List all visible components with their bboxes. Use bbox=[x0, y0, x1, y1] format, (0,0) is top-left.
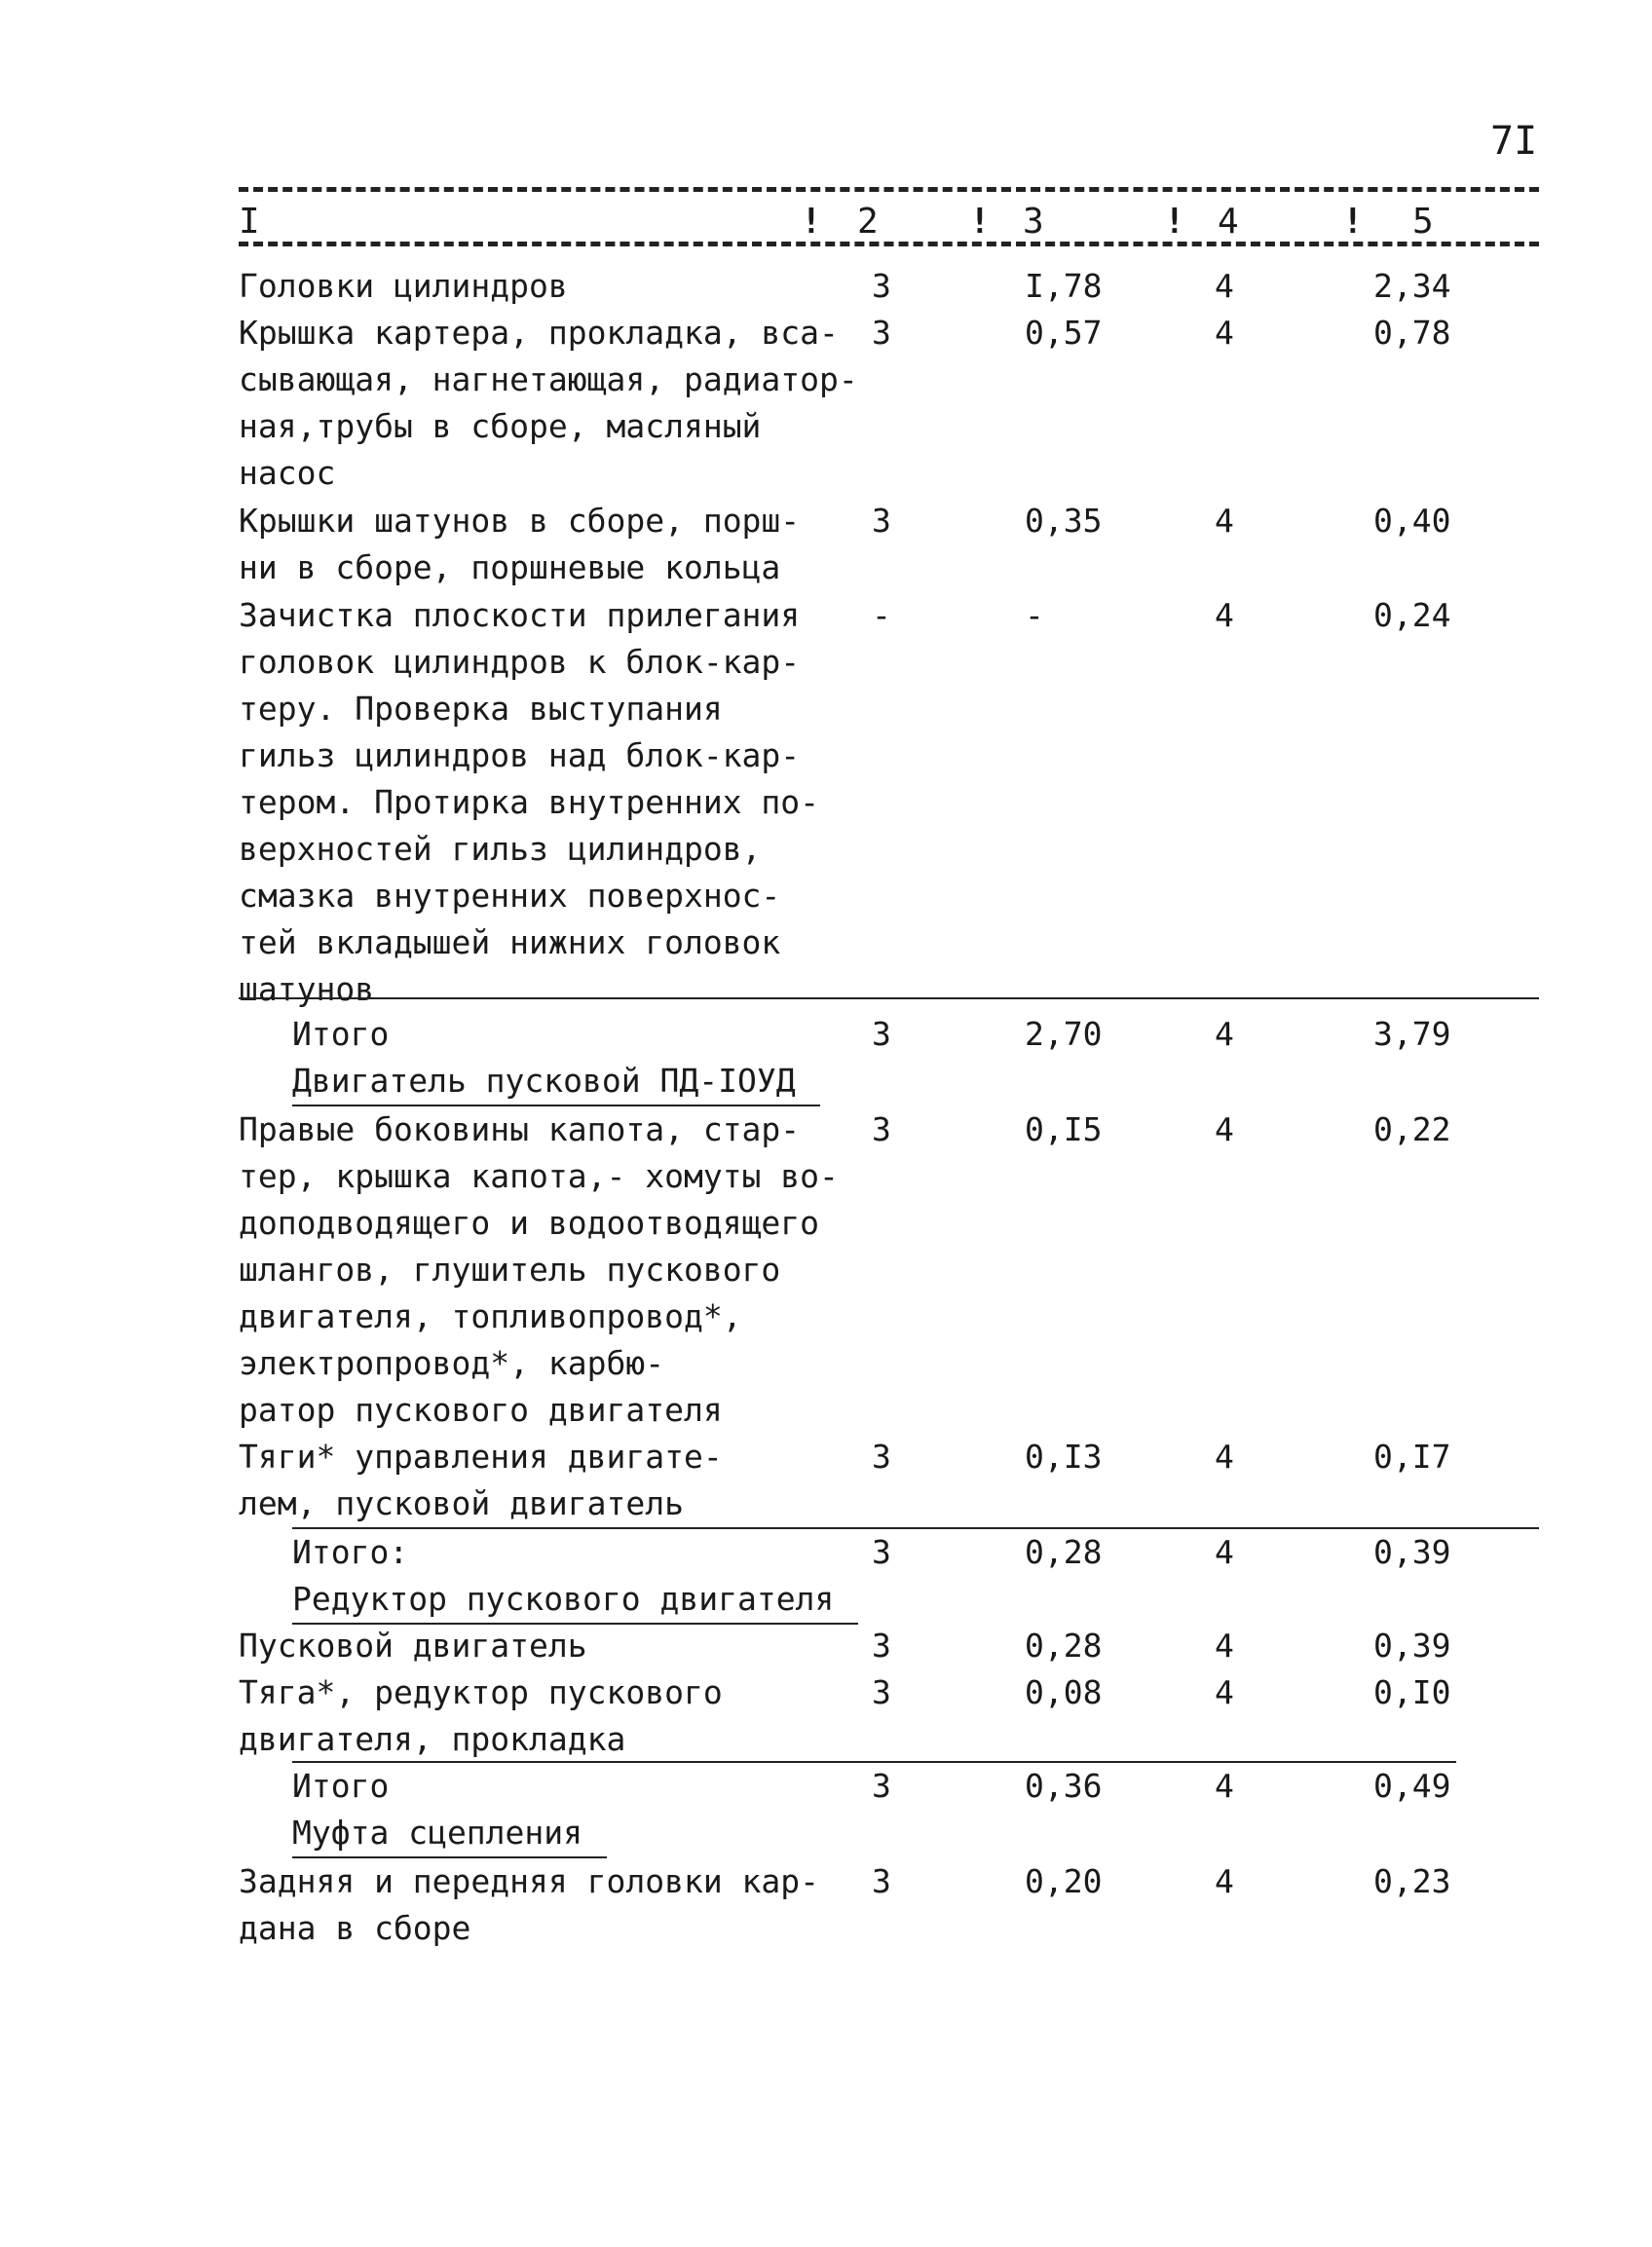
page-number: 7I bbox=[1490, 119, 1538, 164]
cell-col2: 3 bbox=[872, 314, 891, 352]
header-col4: 4 bbox=[1218, 202, 1239, 242]
subtotal-label: Итого: bbox=[292, 1533, 409, 1571]
header-separator: ! bbox=[969, 202, 991, 242]
cell-col5: 0,39 bbox=[1373, 1533, 1451, 1571]
cell-col5: 0,I7 bbox=[1373, 1438, 1451, 1476]
cell-col3: 0,I3 bbox=[1025, 1438, 1103, 1476]
cell-col5: 0,24 bbox=[1373, 596, 1451, 634]
row-description: Тяги* управления двигате- лем, пусковой двигатель bbox=[239, 1438, 723, 1522]
header-top-rule bbox=[239, 187, 1539, 192]
cell-col4: 4 bbox=[1215, 502, 1234, 540]
cell-col2: 3 bbox=[872, 1438, 891, 1476]
cell-col4: 4 bbox=[1215, 1673, 1234, 1711]
cell-col4: 4 bbox=[1215, 314, 1234, 352]
cell-col5: 3,79 bbox=[1373, 1015, 1451, 1053]
cell-col2: 3 bbox=[872, 267, 891, 305]
cell-col2: 3 bbox=[872, 1673, 891, 1711]
row-description: Тяга*, редуктор пускового двигателя, прокладка bbox=[239, 1673, 723, 1758]
cell-col2: 3 bbox=[872, 1015, 891, 1053]
cell-col4: 4 bbox=[1215, 1862, 1234, 1900]
cell-col5: 0,40 bbox=[1373, 502, 1451, 540]
cell-col5: 2,34 bbox=[1373, 267, 1451, 305]
cell-col3: 0,28 bbox=[1025, 1627, 1103, 1665]
header-col2: 2 bbox=[857, 202, 879, 242]
subtotal-rule bbox=[239, 997, 1539, 999]
cell-col4: 4 bbox=[1215, 1438, 1234, 1476]
cell-col4: 4 bbox=[1215, 1533, 1234, 1571]
cell-col4: 4 bbox=[1215, 1627, 1234, 1665]
cell-col5: 0,23 bbox=[1373, 1862, 1451, 1900]
subtotal-label: Итого bbox=[292, 1015, 390, 1053]
cell-col3: 0,08 bbox=[1025, 1673, 1103, 1711]
cell-col3: 0,20 bbox=[1025, 1862, 1103, 1900]
section-title: Редуктор пускового двигателя bbox=[292, 1576, 858, 1625]
row-description: Зачистка плоскости прилегания головок цилиндров к блок-кар- теру. Проверка выступания гильз цилиндров над блок-кар- тером. Протирка внутренних по- верхностей гильз цилиндров, смазка внутренних поверхнос- тей вкладышей нижних головок шатунов bbox=[239, 596, 820, 1008]
header-col5: 5 bbox=[1412, 202, 1434, 242]
row-description: Головки цилиндров bbox=[239, 267, 568, 305]
section-title: Муфта сцепления bbox=[292, 1810, 607, 1858]
cell-col2: 3 bbox=[872, 1862, 891, 1900]
subtotal-label: Итого bbox=[292, 1767, 390, 1805]
row-description: Задняя и передняя головки кар- дана в сборе bbox=[239, 1862, 820, 1947]
cell-col4: 4 bbox=[1215, 1767, 1234, 1805]
cell-col5: 0,39 bbox=[1373, 1627, 1451, 1665]
cell-col5: 0,49 bbox=[1373, 1767, 1451, 1805]
cell-col2: 3 bbox=[872, 1110, 891, 1148]
header-separator: ! bbox=[1342, 202, 1364, 242]
cell-col4: 4 bbox=[1215, 1015, 1234, 1053]
cell-col4: 4 bbox=[1215, 596, 1234, 634]
cell-col3: 0,I5 bbox=[1025, 1110, 1103, 1148]
cell-col5: 0,22 bbox=[1373, 1110, 1451, 1148]
cell-col3: 0,28 bbox=[1025, 1533, 1103, 1571]
cell-col3: 0,36 bbox=[1025, 1767, 1103, 1805]
cell-col3: 0,35 bbox=[1025, 502, 1103, 540]
cell-col4: 4 bbox=[1215, 1110, 1234, 1148]
cell-col2: 3 bbox=[872, 502, 891, 540]
section-title: Двигатель пусковой ПД-IОУД bbox=[292, 1058, 820, 1106]
cell-col2: 3 bbox=[872, 1767, 891, 1805]
cell-col2: 3 bbox=[872, 1627, 891, 1665]
header-col3: 3 bbox=[1023, 202, 1044, 242]
cell-col3: - bbox=[1025, 596, 1044, 634]
header-separator: ! bbox=[1164, 202, 1185, 242]
cell-col4: 4 bbox=[1215, 267, 1234, 305]
header-col1: I bbox=[239, 202, 260, 242]
row-description: Правые боковины капота, стар- тер, крышка капота,- хомуты во- доподводящего и водоотводящего шлангов, глушитель пускового двигателя, топливопровод*, электропровод*, карбю- ратор пускового двигателя bbox=[239, 1110, 839, 1429]
cell-col3: I,78 bbox=[1025, 267, 1103, 305]
cell-col3: 2,70 bbox=[1025, 1015, 1103, 1053]
cell-col5: 0,78 bbox=[1373, 314, 1451, 352]
cell-col2: - bbox=[872, 596, 891, 634]
cell-col2: 3 bbox=[872, 1533, 891, 1571]
header-bottom-rule bbox=[239, 242, 1539, 246]
header-separator: ! bbox=[801, 202, 822, 242]
cell-col5: 0,I0 bbox=[1373, 1673, 1451, 1711]
row-description: Крышка картера, прокладка, вса- сывающая, нагнетающая, радиатор- ная,трубы в сборе, масляный насос bbox=[239, 314, 858, 492]
row-description: Пусковой двигатель bbox=[239, 1627, 587, 1665]
row-description: Крышки шатунов в сборе, порш- ни в сборе, поршневые кольца bbox=[239, 502, 801, 586]
cell-col3: 0,57 bbox=[1025, 314, 1103, 352]
